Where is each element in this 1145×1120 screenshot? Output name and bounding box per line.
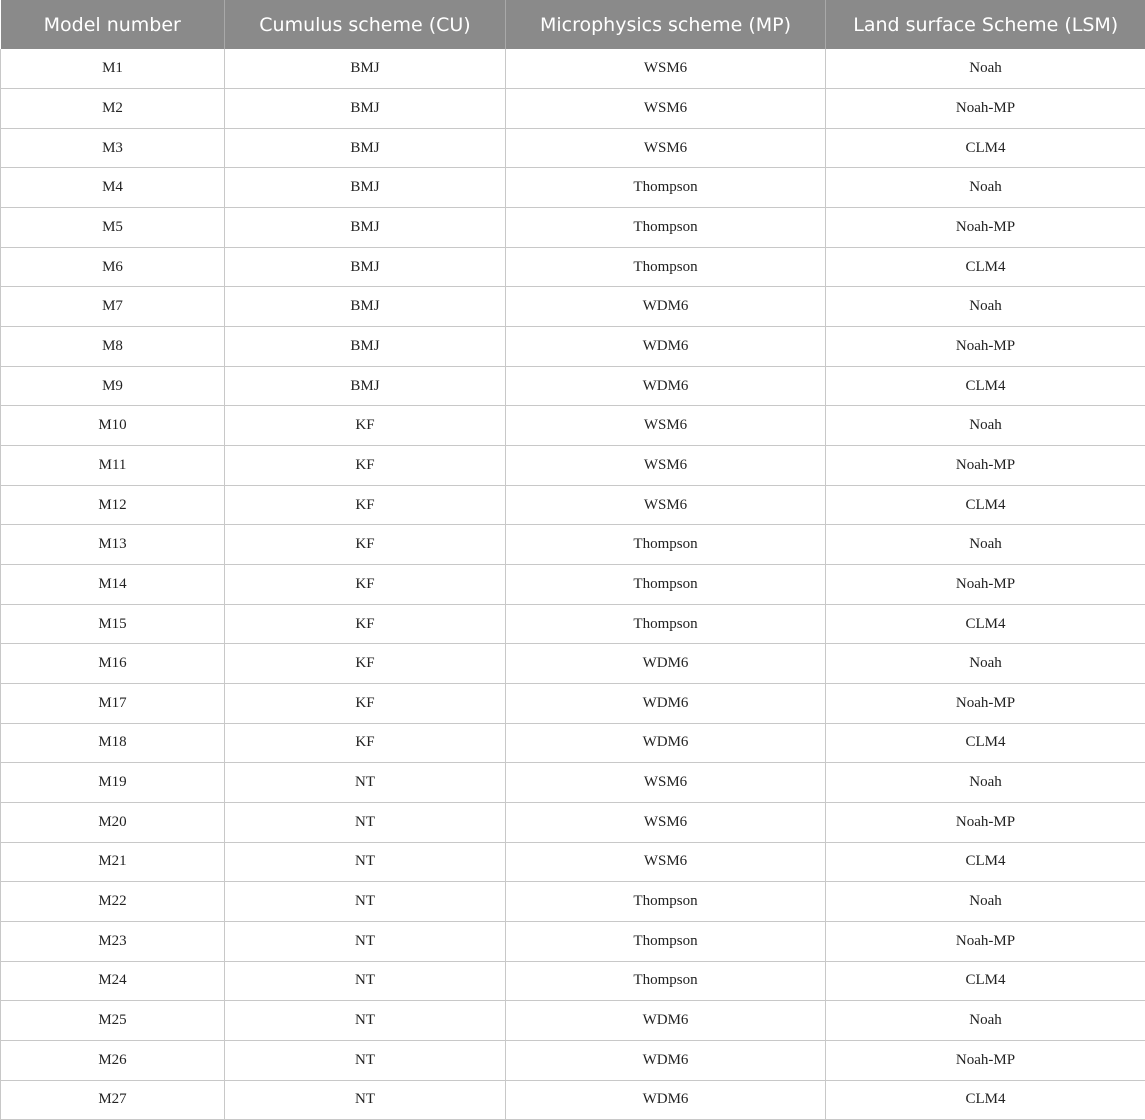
cell-cumulus-scheme: NT xyxy=(225,802,506,842)
cell-microphysics-scheme: WSM6 xyxy=(506,802,826,842)
cell-cumulus-scheme: NT xyxy=(225,882,506,922)
header-model-number: Model number xyxy=(1,0,225,49)
cell-model-number: M6 xyxy=(1,247,225,287)
cell-model-number: M2 xyxy=(1,89,225,129)
cell-model-number: M8 xyxy=(1,327,225,367)
table-row xyxy=(1,684,1145,724)
cell-cumulus-scheme: BMJ xyxy=(225,247,506,287)
cell-cumulus-scheme: BMJ xyxy=(225,168,506,208)
table-row xyxy=(1,168,1145,208)
cell-model-number: M22 xyxy=(1,882,225,922)
header-cumulus-scheme: Cumulus scheme (CU) xyxy=(225,0,506,49)
cell-model-number: M19 xyxy=(1,763,225,803)
cell-land-surface-scheme: Noah xyxy=(826,406,1145,446)
cell-model-number: M12 xyxy=(1,485,225,525)
cell-microphysics-scheme: WDM6 xyxy=(506,1040,826,1080)
cell-land-surface-scheme: Noah-MP xyxy=(826,684,1145,724)
cell-cumulus-scheme: BMJ xyxy=(225,327,506,367)
cell-microphysics-scheme: WDM6 xyxy=(506,684,826,724)
cell-cumulus-scheme: BMJ xyxy=(225,89,506,129)
cell-cumulus-scheme: BMJ xyxy=(225,287,506,327)
cell-land-surface-scheme: Noah-MP xyxy=(826,327,1145,367)
cell-microphysics-scheme: WDM6 xyxy=(506,327,826,367)
cell-cumulus-scheme: KF xyxy=(225,565,506,605)
table-row xyxy=(1,208,1145,248)
cell-land-surface-scheme: CLM4 xyxy=(826,961,1145,1001)
table-row xyxy=(1,247,1145,287)
cell-microphysics-scheme: WDM6 xyxy=(506,723,826,763)
cell-cumulus-scheme: BMJ xyxy=(225,49,506,89)
cell-model-number: M10 xyxy=(1,406,225,446)
cell-land-surface-scheme: CLM4 xyxy=(826,1080,1145,1120)
table-row xyxy=(1,604,1145,644)
table-row xyxy=(1,802,1145,842)
cell-model-number: M25 xyxy=(1,1001,225,1041)
table-row xyxy=(1,1040,1145,1080)
table-row xyxy=(1,128,1145,168)
cell-microphysics-scheme: Thompson xyxy=(506,961,826,1001)
table-row xyxy=(1,842,1145,882)
cell-microphysics-scheme: Thompson xyxy=(506,604,826,644)
cell-cumulus-scheme: NT xyxy=(225,1001,506,1041)
cell-model-number: M4 xyxy=(1,168,225,208)
cell-land-surface-scheme: Noah xyxy=(826,49,1145,89)
cell-cumulus-scheme: NT xyxy=(225,763,506,803)
cell-model-number: M1 xyxy=(1,49,225,89)
cell-land-surface-scheme: CLM4 xyxy=(826,247,1145,287)
table-row xyxy=(1,961,1145,1001)
cell-land-surface-scheme: CLM4 xyxy=(826,604,1145,644)
cell-microphysics-scheme: WDM6 xyxy=(506,644,826,684)
cell-land-surface-scheme: Noah-MP xyxy=(826,446,1145,486)
cell-cumulus-scheme: KF xyxy=(225,485,506,525)
cell-land-surface-scheme: Noah xyxy=(826,525,1145,565)
cell-cumulus-scheme: KF xyxy=(225,723,506,763)
cell-model-number: M17 xyxy=(1,684,225,724)
cell-land-surface-scheme: Noah-MP xyxy=(826,89,1145,129)
cell-microphysics-scheme: WSM6 xyxy=(506,485,826,525)
cell-land-surface-scheme: Noah-MP xyxy=(826,208,1145,248)
cell-model-number: M15 xyxy=(1,604,225,644)
cell-land-surface-scheme: Noah xyxy=(826,168,1145,208)
header-microphysics-scheme: Microphysics scheme (MP) xyxy=(506,0,826,49)
table-row xyxy=(1,327,1145,367)
cell-microphysics-scheme: WDM6 xyxy=(506,1080,826,1120)
cell-microphysics-scheme: Thompson xyxy=(506,525,826,565)
cell-model-number: M23 xyxy=(1,921,225,961)
header-row xyxy=(1,0,1145,49)
cell-model-number: M24 xyxy=(1,961,225,1001)
cell-model-number: M16 xyxy=(1,644,225,684)
cell-microphysics-scheme: WSM6 xyxy=(506,446,826,486)
cell-cumulus-scheme: NT xyxy=(225,842,506,882)
table-row xyxy=(1,366,1145,406)
cell-model-number: M27 xyxy=(1,1080,225,1120)
cell-microphysics-scheme: WSM6 xyxy=(506,406,826,446)
cell-microphysics-scheme: Thompson xyxy=(506,882,826,922)
table-row xyxy=(1,49,1145,89)
table-row xyxy=(1,644,1145,684)
cell-model-number: M26 xyxy=(1,1040,225,1080)
cell-model-number: M13 xyxy=(1,525,225,565)
cell-cumulus-scheme: KF xyxy=(225,644,506,684)
table-row xyxy=(1,921,1145,961)
cell-microphysics-scheme: Thompson xyxy=(506,247,826,287)
cell-land-surface-scheme: Noah-MP xyxy=(826,921,1145,961)
cell-cumulus-scheme: NT xyxy=(225,1040,506,1080)
cell-land-surface-scheme: CLM4 xyxy=(826,723,1145,763)
table-row xyxy=(1,287,1145,327)
table-row xyxy=(1,1080,1145,1120)
table-row xyxy=(1,89,1145,129)
cell-land-surface-scheme: Noah-MP xyxy=(826,1040,1145,1080)
cell-model-number: M21 xyxy=(1,842,225,882)
table-body xyxy=(1,49,1145,1120)
cell-land-surface-scheme: Noah xyxy=(826,763,1145,803)
cell-model-number: M3 xyxy=(1,128,225,168)
table-row xyxy=(1,1001,1145,1041)
cell-land-surface-scheme: CLM4 xyxy=(826,485,1145,525)
cell-cumulus-scheme: KF xyxy=(225,525,506,565)
table-row xyxy=(1,525,1145,565)
cell-microphysics-scheme: WSM6 xyxy=(506,842,826,882)
cell-land-surface-scheme: Noah xyxy=(826,644,1145,684)
cell-land-surface-scheme: Noah-MP xyxy=(826,565,1145,605)
table-row xyxy=(1,485,1145,525)
cell-cumulus-scheme: NT xyxy=(225,1080,506,1120)
cell-model-number: M18 xyxy=(1,723,225,763)
cell-microphysics-scheme: WSM6 xyxy=(506,763,826,803)
cell-microphysics-scheme: WDM6 xyxy=(506,287,826,327)
cell-model-number: M11 xyxy=(1,446,225,486)
cell-microphysics-scheme: WSM6 xyxy=(506,89,826,129)
cell-model-number: M20 xyxy=(1,802,225,842)
table-row xyxy=(1,446,1145,486)
table-row xyxy=(1,406,1145,446)
cell-land-surface-scheme: CLM4 xyxy=(826,366,1145,406)
table-header xyxy=(1,0,1145,49)
cell-land-surface-scheme: Noah-MP xyxy=(826,802,1145,842)
cell-cumulus-scheme: BMJ xyxy=(225,208,506,248)
cell-microphysics-scheme: Thompson xyxy=(506,168,826,208)
cell-model-number: M7 xyxy=(1,287,225,327)
cell-microphysics-scheme: Thompson xyxy=(506,921,826,961)
cell-cumulus-scheme: NT xyxy=(225,961,506,1001)
cell-microphysics-scheme: Thompson xyxy=(506,208,826,248)
cell-model-number: M5 xyxy=(1,208,225,248)
cell-microphysics-scheme: WSM6 xyxy=(506,128,826,168)
cell-cumulus-scheme: KF xyxy=(225,446,506,486)
cell-microphysics-scheme: Thompson xyxy=(506,565,826,605)
cell-microphysics-scheme: WSM6 xyxy=(506,49,826,89)
cell-land-surface-scheme: CLM4 xyxy=(826,842,1145,882)
table-row xyxy=(1,763,1145,803)
cell-model-number: M9 xyxy=(1,366,225,406)
cell-land-surface-scheme: Noah xyxy=(826,287,1145,327)
cell-cumulus-scheme: KF xyxy=(225,604,506,644)
cell-land-surface-scheme: Noah xyxy=(826,882,1145,922)
cell-microphysics-scheme: WDM6 xyxy=(506,1001,826,1041)
cell-land-surface-scheme: CLM4 xyxy=(826,128,1145,168)
cell-model-number: M14 xyxy=(1,565,225,605)
cell-cumulus-scheme: KF xyxy=(225,406,506,446)
cell-cumulus-scheme: NT xyxy=(225,921,506,961)
table-row xyxy=(1,723,1145,763)
table-row xyxy=(1,882,1145,922)
header-land-surface-scheme: Land surface Scheme (LSM) xyxy=(826,0,1145,49)
cell-land-surface-scheme: Noah xyxy=(826,1001,1145,1041)
cell-cumulus-scheme: BMJ xyxy=(225,128,506,168)
cell-cumulus-scheme: BMJ xyxy=(225,366,506,406)
table-row xyxy=(1,565,1145,605)
cell-microphysics-scheme: WDM6 xyxy=(506,366,826,406)
cell-cumulus-scheme: KF xyxy=(225,684,506,724)
